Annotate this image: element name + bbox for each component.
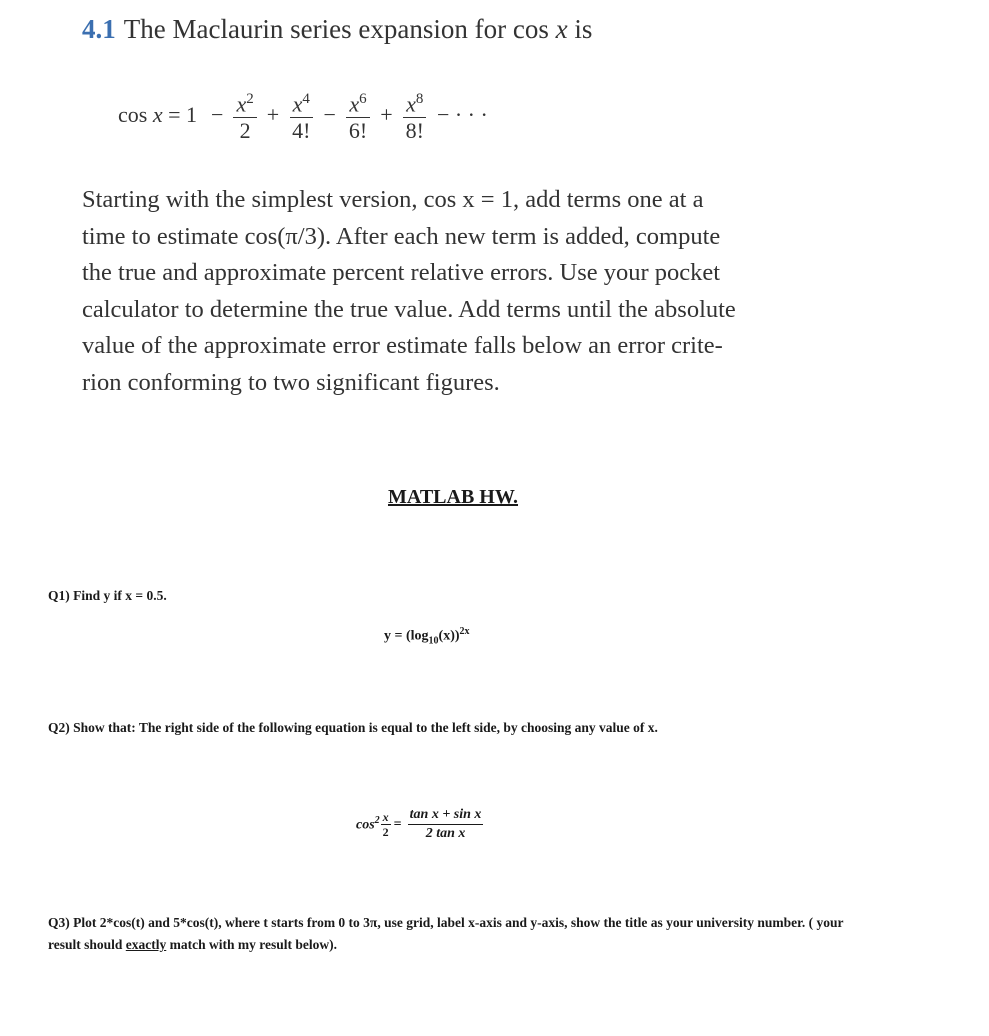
formula-term-numerator: $x^6$ [346, 86, 369, 118]
formula-term-denominator: 8! [405, 118, 424, 144]
formula-term-numerator: $x^4$ [290, 86, 313, 118]
paragraph-line: rion conforming to two significant figures. [82, 368, 500, 396]
q3-text-b: match with my result below). [166, 937, 337, 952]
formula-equals: = [168, 102, 181, 127]
q1-eq-mid: (x)) [438, 628, 460, 644]
q1-eq-prefix: y = (log [384, 628, 429, 644]
formula-term-fraction [403, 86, 427, 144]
q1-equation [384, 626, 470, 646]
q2-eq-fraction [408, 806, 484, 843]
question-3 [48, 912, 868, 956]
matlab-heading: MATLAB HW. [387, 486, 519, 508]
formula-term-denominator: 4! [292, 118, 311, 144]
formula-term-fraction [289, 86, 313, 144]
paragraph-line: time to estimate cos(π/3). After each new term is added, compute [82, 222, 721, 250]
problem-paragraph [82, 182, 892, 401]
formula-term-sign: − [323, 101, 336, 127]
question-2: Q2) Show that: The right side of the following equation is equal to the left side, by choosing any value of x. [48, 720, 658, 735]
q2-eq-small-den: 2 [382, 825, 389, 839]
formula-term-fraction [346, 86, 370, 144]
formula-var: x [152, 102, 163, 127]
paragraph-line: value of the approximate error estimate falls below an error crite- [82, 332, 723, 359]
maclaurin-formula [118, 70, 494, 160]
formula-term-numerator: $x^8$ [403, 86, 426, 118]
q2-eq-den: 2 tan x [425, 826, 466, 841]
formula-term-sign: − [211, 101, 224, 127]
problem-title-end: is [574, 14, 593, 44]
problem-title: The Maclaurin series expansion for cos [123, 14, 549, 44]
formula-tail: − · · · [436, 102, 488, 127]
formula-first-term: 1 [186, 102, 198, 127]
problem-number: 4.1 [82, 14, 116, 44]
q1-eq-sup: 2x [459, 626, 470, 637]
q1-eq-sub: 10 [428, 635, 439, 647]
q2-eq-small-fraction [381, 810, 391, 839]
formula-func: cos [118, 102, 148, 127]
q3-text-a: Q3) Plot 2*cos(t) and 5*cos(t), where t starts from 0 to 3π, use grid, label x-axis and y-axis, show the title as your university number. ( your result should [48, 915, 844, 952]
paragraph-line: Starting with the simplest version, cos x = 1, add terms one at a [82, 186, 704, 213]
q2-eq-cos: $\cos^2$ [356, 815, 380, 833]
formula-term-denominator: 2 [239, 118, 251, 144]
formula-term-fraction [233, 86, 256, 144]
q3-text-underlined: exactly [125, 937, 167, 952]
formula-lhs [118, 102, 197, 128]
problem-heading [82, 14, 592, 45]
paragraph-line: calculator to determine the true value. Add terms until the absolute [82, 295, 736, 323]
q2-equation [356, 806, 487, 843]
q2-eq-num: tan x + sin x [408, 806, 484, 825]
formula-term-sign: + [380, 101, 393, 127]
paragraph-line: the true and approximate percent relative errors. Use your pocket [82, 259, 721, 286]
question-1: Q1) Find y if x = 0.5. [48, 588, 167, 603]
formula-term-sign: + [266, 101, 280, 127]
problem-title-var: x [555, 14, 568, 44]
q2-eq-small-num: x [382, 810, 389, 824]
formula-term-denominator: 6! [348, 118, 368, 144]
formula-terms [205, 86, 431, 144]
q2-eq-equals: = [393, 816, 402, 832]
formula-term-numerator: $x^2$ [233, 86, 256, 118]
